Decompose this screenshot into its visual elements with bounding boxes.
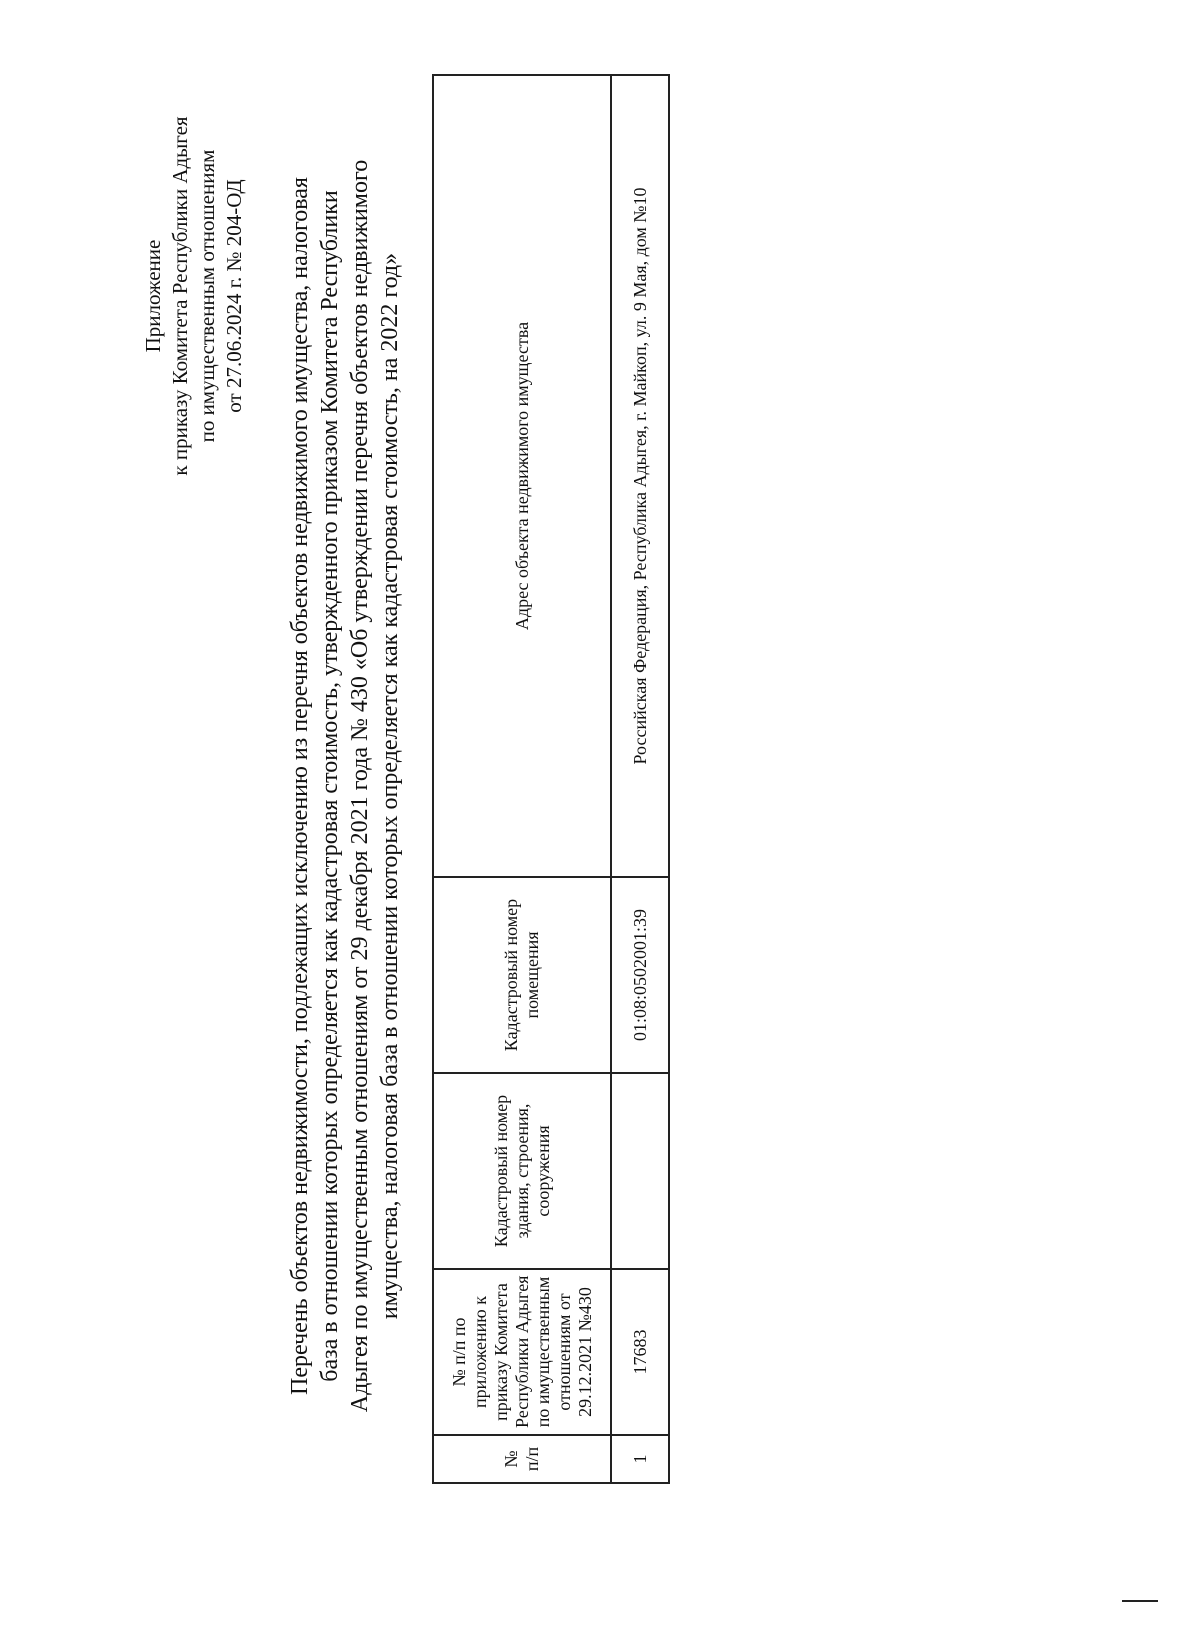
header-text: по имущественным xyxy=(532,1276,553,1428)
appendix-header xyxy=(140,36,248,556)
header-text: Кадастровый номер xyxy=(490,1094,511,1248)
header-text: здания, строения, xyxy=(511,1103,532,1239)
header-text: № xyxy=(501,1450,521,1468)
header-text: Адрес объекта недвижимого имущества xyxy=(511,321,532,631)
appendix-line: по имущественным отношениям xyxy=(195,149,219,443)
header-building-cadastral xyxy=(433,1073,611,1269)
page-edge-mark xyxy=(1122,1600,1158,1602)
cell-room-cadastral: 01:08:0502001:39 xyxy=(611,877,669,1073)
property-table xyxy=(432,74,670,1484)
header-ref-num xyxy=(433,1269,611,1435)
cell-building-cadastral xyxy=(611,1073,669,1269)
header-text: Республики Адыгея xyxy=(511,1275,532,1428)
title-line: имущества, налоговая база в отношении которых определяется как кадастровая стоимость, на 2022 год» xyxy=(377,252,403,1320)
title-line: база в отношении которых определяется как кадастровая стоимость, утвержденного приказом Комитета Республики xyxy=(317,190,343,1382)
appendix-line: к приказу Комитета Республики Адыгея xyxy=(168,116,192,476)
header-room-cadastral xyxy=(433,877,611,1073)
header-text: приказу Комитета xyxy=(490,1283,511,1421)
appendix-line: Приложение xyxy=(141,239,165,353)
table-header-row xyxy=(433,75,611,1483)
header-text: помещения xyxy=(522,931,542,1019)
header-text: 29.12.2021 №430 xyxy=(574,1287,595,1417)
title-line: Перечень объектов недвижимости, подлежащих исключению из перечня объектов недвижимого имущества, налоговая xyxy=(287,177,313,1395)
header-text: Кадастровый номер xyxy=(501,898,521,1052)
title-line: Адыгея по имущественным отношениям от 29 декабря 2021 года № 430 «Об утверждении перечня объектов недвижимого xyxy=(347,159,373,1413)
appendix-line: от 27.06.2024 г. № 204-ОД xyxy=(222,179,246,413)
header-num xyxy=(433,1435,611,1483)
cell-num: 1 xyxy=(611,1435,669,1483)
cell-address: Российская Федерация, Республика Адыгея, г. Майкоп, ул. 9 Мая, дом №10 xyxy=(611,75,669,877)
header-address xyxy=(433,75,611,877)
document-title xyxy=(285,86,405,1486)
header-text: сооружения xyxy=(532,1125,553,1217)
header-text: п/п xyxy=(522,1446,542,1472)
header-text: № п/п по xyxy=(448,1317,469,1387)
header-text: отношениям от xyxy=(553,1293,574,1411)
table-row xyxy=(611,75,669,1483)
header-text: приложению к xyxy=(469,1296,490,1408)
cell-ref-num: 17683 xyxy=(611,1269,669,1435)
